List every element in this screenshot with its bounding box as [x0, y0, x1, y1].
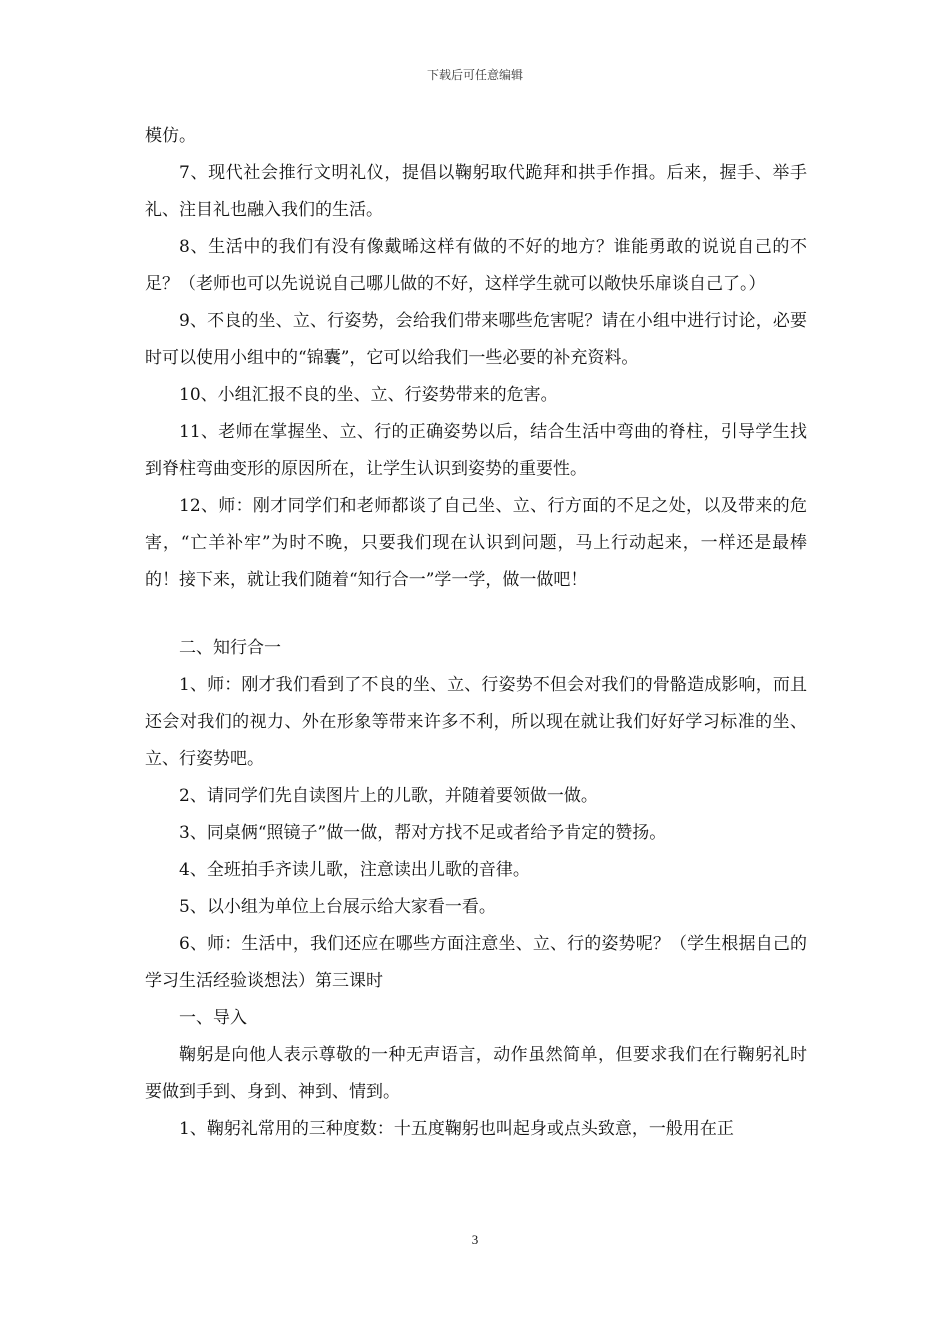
section-heading: 一、导入 — [179, 1008, 247, 1028]
paragraph: 3、同桌俩“照镜子”做一做，帮对方找不足或者给予肯定的赞扬。 — [179, 823, 667, 843]
paragraph: 1、鞠躬礼常用的三种度数：十五度鞠躬也叫起身或点头致意，一般用在正 — [179, 1119, 734, 1139]
paragraph: 鞠躬是向他人表示尊敬的一种无声语言，动作虽然简单，但要求我们在行鞠躬礼时要做到手到、身到、神到、情到。 — [145, 1045, 807, 1102]
page-header: 下载后可任意编辑 — [426, 68, 523, 82]
page-number: 3 — [471, 1232, 479, 1247]
paragraph: 9、不良的坐、立、行姿势，会给我们带来哪些危害呢？请在小组中进行讨论，必要时可以使用小组中的“锦囊”，它可以给我们一些必要的补充资料。 — [145, 311, 807, 368]
paragraph: 10、小组汇报不良的坐、立、行姿势带来的危害。 — [179, 385, 558, 405]
paragraph: 2、请同学们先自读图片上的儿歌，并随着要领做一做。 — [179, 786, 598, 806]
paragraph: 5、以小组为单位上台展示给大家看一看。 — [179, 897, 496, 917]
paragraph: 6、师：生活中，我们还应在哪些方面注意坐、立、行的姿势呢？（学生根据自己的学习生活经验谈想法）第三课时 — [145, 934, 807, 991]
paragraph: 模仿。 — [145, 126, 196, 146]
paragraph: 8、生活中的我们有没有像戴晞这样有做的不好的地方？谁能勇敢的说说自己的不足？（老师也可以先说说自己哪儿做的不好，这样学生就可以敞快乐扉谈自己了。） — [145, 237, 807, 294]
paragraph: 11、老师在掌握坐、立、行的正确姿势以后，结合生活中弯曲的脊柱，引导学生找到脊柱弯曲变形的原因所在，让学生认识到姿势的重要性。 — [145, 422, 807, 479]
paragraph-gap — [145, 599, 807, 630]
paragraph: 1、师：刚才我们看到了不良的坐、立、行姿势不但会对我们的骨骼造成影响，而且还会对我们的视力、外在形象等带来许多不利，所以现在就让我们好好学习标准的坐、立、行姿势吧。 — [145, 675, 807, 769]
paragraph: 4、全班拍手齐读儿歌，注意读出儿歌的音律。 — [179, 860, 530, 880]
paragraph: 12、师：刚才同学们和老师都谈了自己坐、立、行方面的不足之处，以及带来的危害，“亡羊补牢”为时不晚，只要我们现在认识到问题，马上行动起来，一样还是最棒的！接下来，就让我们随着“知行合一”学一学，做一做吧！ — [145, 496, 807, 590]
paragraph: 7、现代社会推行文明礼仪，提倡以鞠躬取代跪拜和拱手作揖。后来，握手、举手礼、注目礼也融入我们的生活。 — [145, 163, 807, 220]
document-body — [145, 118, 807, 1148]
section-heading: 二、知行合一 — [179, 638, 281, 658]
